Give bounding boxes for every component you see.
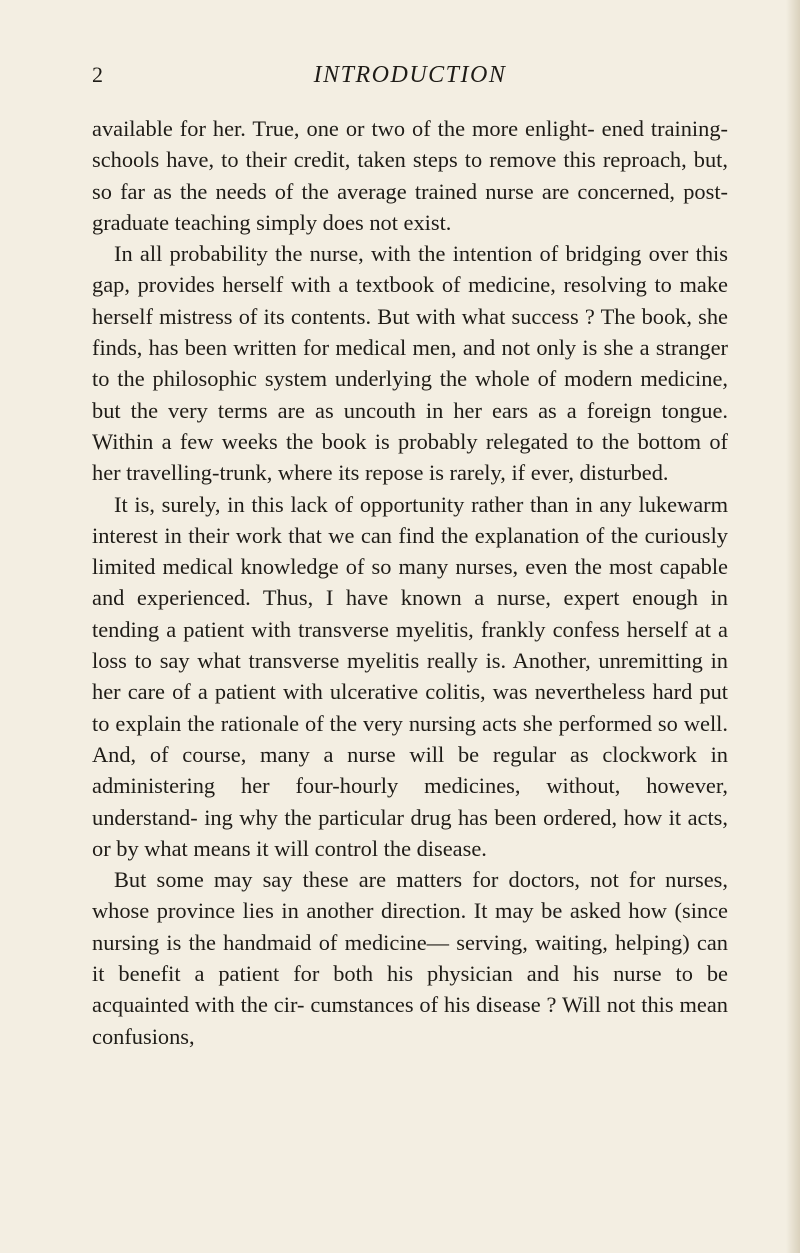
paragraph: But some may say these are matters for doctors, not for nurses, whose province lies in another direction. It may be asked how (since nursing is the handmaid of medicine— serving, waiting, helping) can it benefit a patient for both his physician and his nurse to be acquainted with the cir- cumstances of his disease ? Will not this mean confusions, [92,867,728,1049]
running-head [92,62,728,96]
paragraph: In all probability the nurse, with the intention of bridging over this gap, provides herself with a textbook of medicine, resolving to make herself mistress of its contents. But with what success ? The book, she finds, has been written for medical men, and not only is she a stranger to the philosophic system underlying the whole of modern medicine, but the very terms are as uncouth in her ears as a foreign tongue. Within a few weeks the book is probably relegated to the bottom of her travelling-trunk, where its repose is rarely, if ever, disturbed. [92,241,728,486]
page-number: 2 [92,62,103,87]
paragraph: It is, surely, in this lack of opportunity rather than in any lukewarm interest in their work that we can find the explanation of the curiously limited medical knowledge of so many nurses, even the most capable and experienced. Thus, I have known a nurse, expert enough in tending a patient with transverse myelitis, frankly confess herself at a loss to say what transverse myelitis really is. Another, unremitting in her care of a patient with ulcerative colitis, was nevertheless hard put to explain the rationale of the very nursing acts she performed so well. And, of course, many a nurse will be regular as clockwork in administering her four-hourly medicines, without, however, understand- ing why the particular drug has been ordered, how it acts, or by what means it will control the disease. [92,491,728,861]
page-edge-shadow [786,0,800,1253]
paragraph: available for her. True, one or two of the more enlight- ened training-schools have, to their credit, taken steps to remove this reproach, but, so far as the needs of the average trained nurse are concerned, post-graduate teaching simply does not exist. [92,116,728,235]
chapter-title: INTRODUCTION [313,62,507,88]
body-text [92,113,728,1052]
